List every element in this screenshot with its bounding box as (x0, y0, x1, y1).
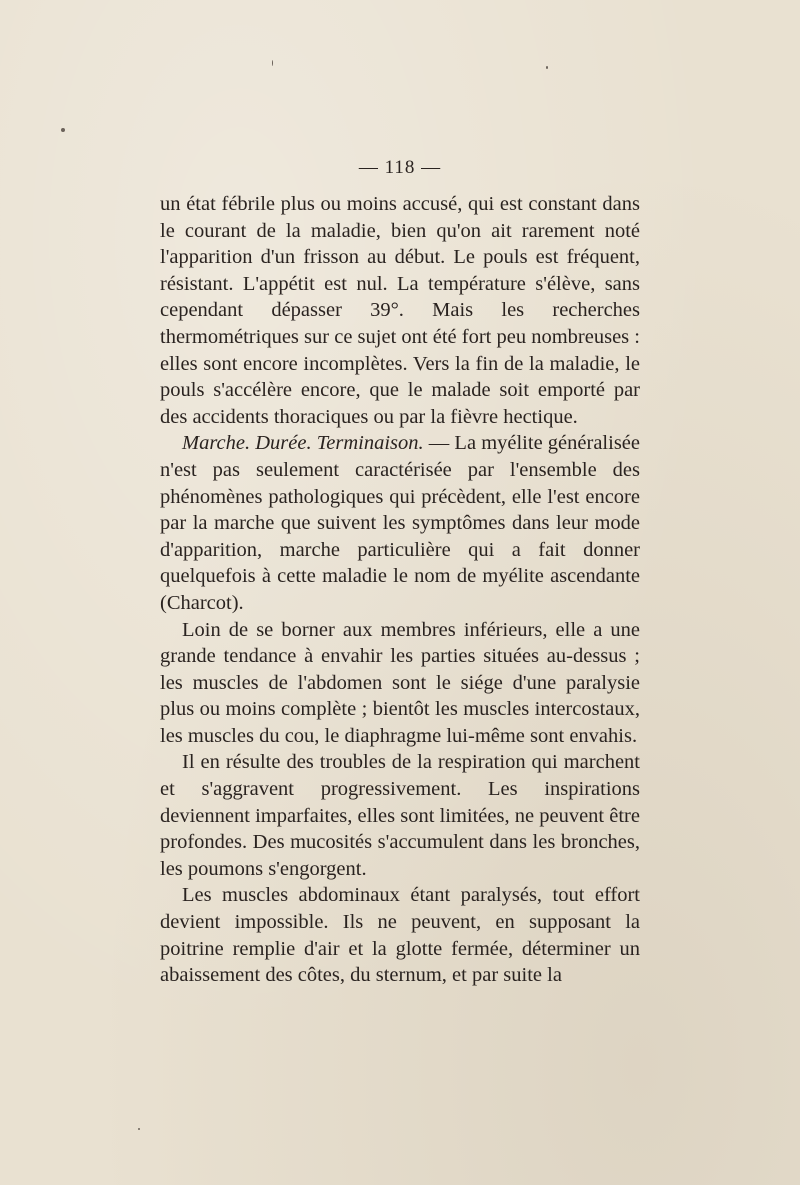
paragraph-course-text: — La myélite généralisée n'est pas seulement caractérisée par l'ensemble des phénomènes pathologiques qui précèdent, elle l'est encore par la marche que suivent les symptômes dans leur mode d'apparition, marche particulière qui a fait donner quelquefois à cette maladie le nom de myélite ascendante (Charcot). (160, 432, 640, 614)
body-text (160, 191, 640, 989)
paper-speck (546, 66, 548, 69)
paper-speck (272, 60, 273, 66)
paragraph-abdominal: Les muscles abdominaux étant paralysés, tout effort devient impossible. Ils ne peuvent, en supposant la poitrine remplie d'air et la glotte fermée, déterminer un abaissement des côtes, du sternum, et par suite la (160, 884, 640, 987)
paper-speck (61, 128, 65, 132)
paragraph-course (160, 430, 640, 616)
page-number: — 118 — (358, 157, 442, 178)
paragraph-spread: Loin de se borner aux membres inférieurs, elle a une grande tendance à envahir les parties situées au-dessus ; les muscles de l'abdomen sont le siége d'une paralysie plus ou moins complète ; bientôt les muscles intercostaux, les muscles du cou, le diaphragme lui-même sont envahis. (160, 618, 640, 747)
section-heading: Marche. Durée. Terminaison. (182, 432, 424, 455)
paragraph-respiration: Il en résulte des troubles de la respiration qui marchent et s'aggravent progressivement. Les inspirations deviennent imparfaites, elles sont limitées, ne peuvent être profondes. Des mucosités s'accumulent dans les bronches, les poumons s'engorgent. (160, 751, 640, 880)
paragraph-fever: un état fébrile plus ou moins accusé, qui est constant dans le courant de la maladie, bien qu'on ait rarement noté l'apparition d'un frisson au début. Le pouls est fréquent, résistant. L'appétit est nul. La température s'élève, sans cependant dépasser 39°. Mais les recherches thermométriques sur ce sujet ont été fort peu nombreuses : elles sont encore incomplètes. Vers la fin de la maladie, le pouls s'accélère encore, que le malade soit emporté par des accidents thoraciques ou par la fièvre hectique. (160, 193, 640, 428)
paper-speck (138, 1128, 140, 1130)
